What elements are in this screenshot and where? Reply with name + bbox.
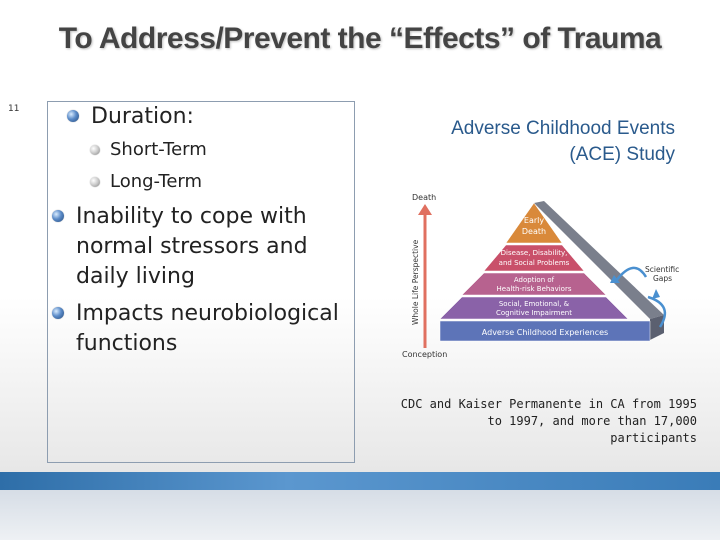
bullet-inability-text: Inability to cope with normal stressors and daily living — [76, 204, 308, 289]
pyramid-bottom-label: Conception — [402, 350, 448, 359]
level-2-line-2: and Social Problems — [498, 259, 570, 267]
bullet-impacts-text: Impacts neurobiological functions — [76, 301, 339, 356]
bullet-inability — [52, 202, 352, 292]
side-label-2: Gaps — [653, 274, 673, 283]
sub-bullet-icon — [90, 145, 100, 155]
life-arrow-head — [418, 204, 432, 215]
level-3-line-1: Adoption of — [513, 276, 555, 284]
sub-bullet-long-term — [90, 170, 202, 194]
side-label-1: Scientific — [645, 265, 680, 274]
level-1-line-1: Early — [523, 216, 545, 225]
footer-band — [0, 472, 720, 490]
level-4-line-2: Cognitive Impairment — [496, 309, 572, 317]
slide-title: To Address/Prevent the “Effects” of Trauma — [58, 22, 662, 55]
ace-study-title: Adverse Childhood Events (ACE) Study — [451, 118, 675, 165]
pyramid-top-label: Death — [412, 193, 437, 202]
level-5-line-1: Adverse Childhood Experiences — [481, 328, 609, 337]
gap-arrow-lower-head — [652, 289, 660, 299]
ace-pyramid-diagram — [398, 185, 688, 360]
bullet-duration — [67, 102, 347, 132]
level-3-line-2: Health-risk Behaviors — [496, 285, 572, 293]
slide-number: 11 — [8, 104, 20, 114]
pyramid-axis-label: Whole Life Perspective — [411, 239, 420, 325]
level-4-line-1: Social, Emotional, & — [498, 300, 570, 308]
bullet-duration-text: Duration: — [91, 104, 194, 129]
bullet-icon — [52, 210, 64, 222]
sub-bullet-icon — [90, 177, 100, 187]
sub-bullet-long-term-text: Long-Term — [110, 171, 203, 192]
level-2-line-1: Disease, Disability, — [500, 249, 568, 257]
bullet-impacts — [52, 299, 352, 359]
bullet-icon — [67, 110, 79, 122]
sub-bullet-short-term-text: Short-Term — [110, 139, 207, 160]
pyramid-base-side — [650, 315, 664, 340]
sub-bullet-short-term — [90, 138, 207, 162]
bullet-icon — [52, 307, 64, 319]
level-1-line-2: Death — [521, 227, 547, 236]
ace-caption: CDC and Kaiser Permanente in CA from 1995 to 1997, and more than 17,000 participants — [400, 397, 697, 445]
footer-bottom — [0, 490, 720, 540]
